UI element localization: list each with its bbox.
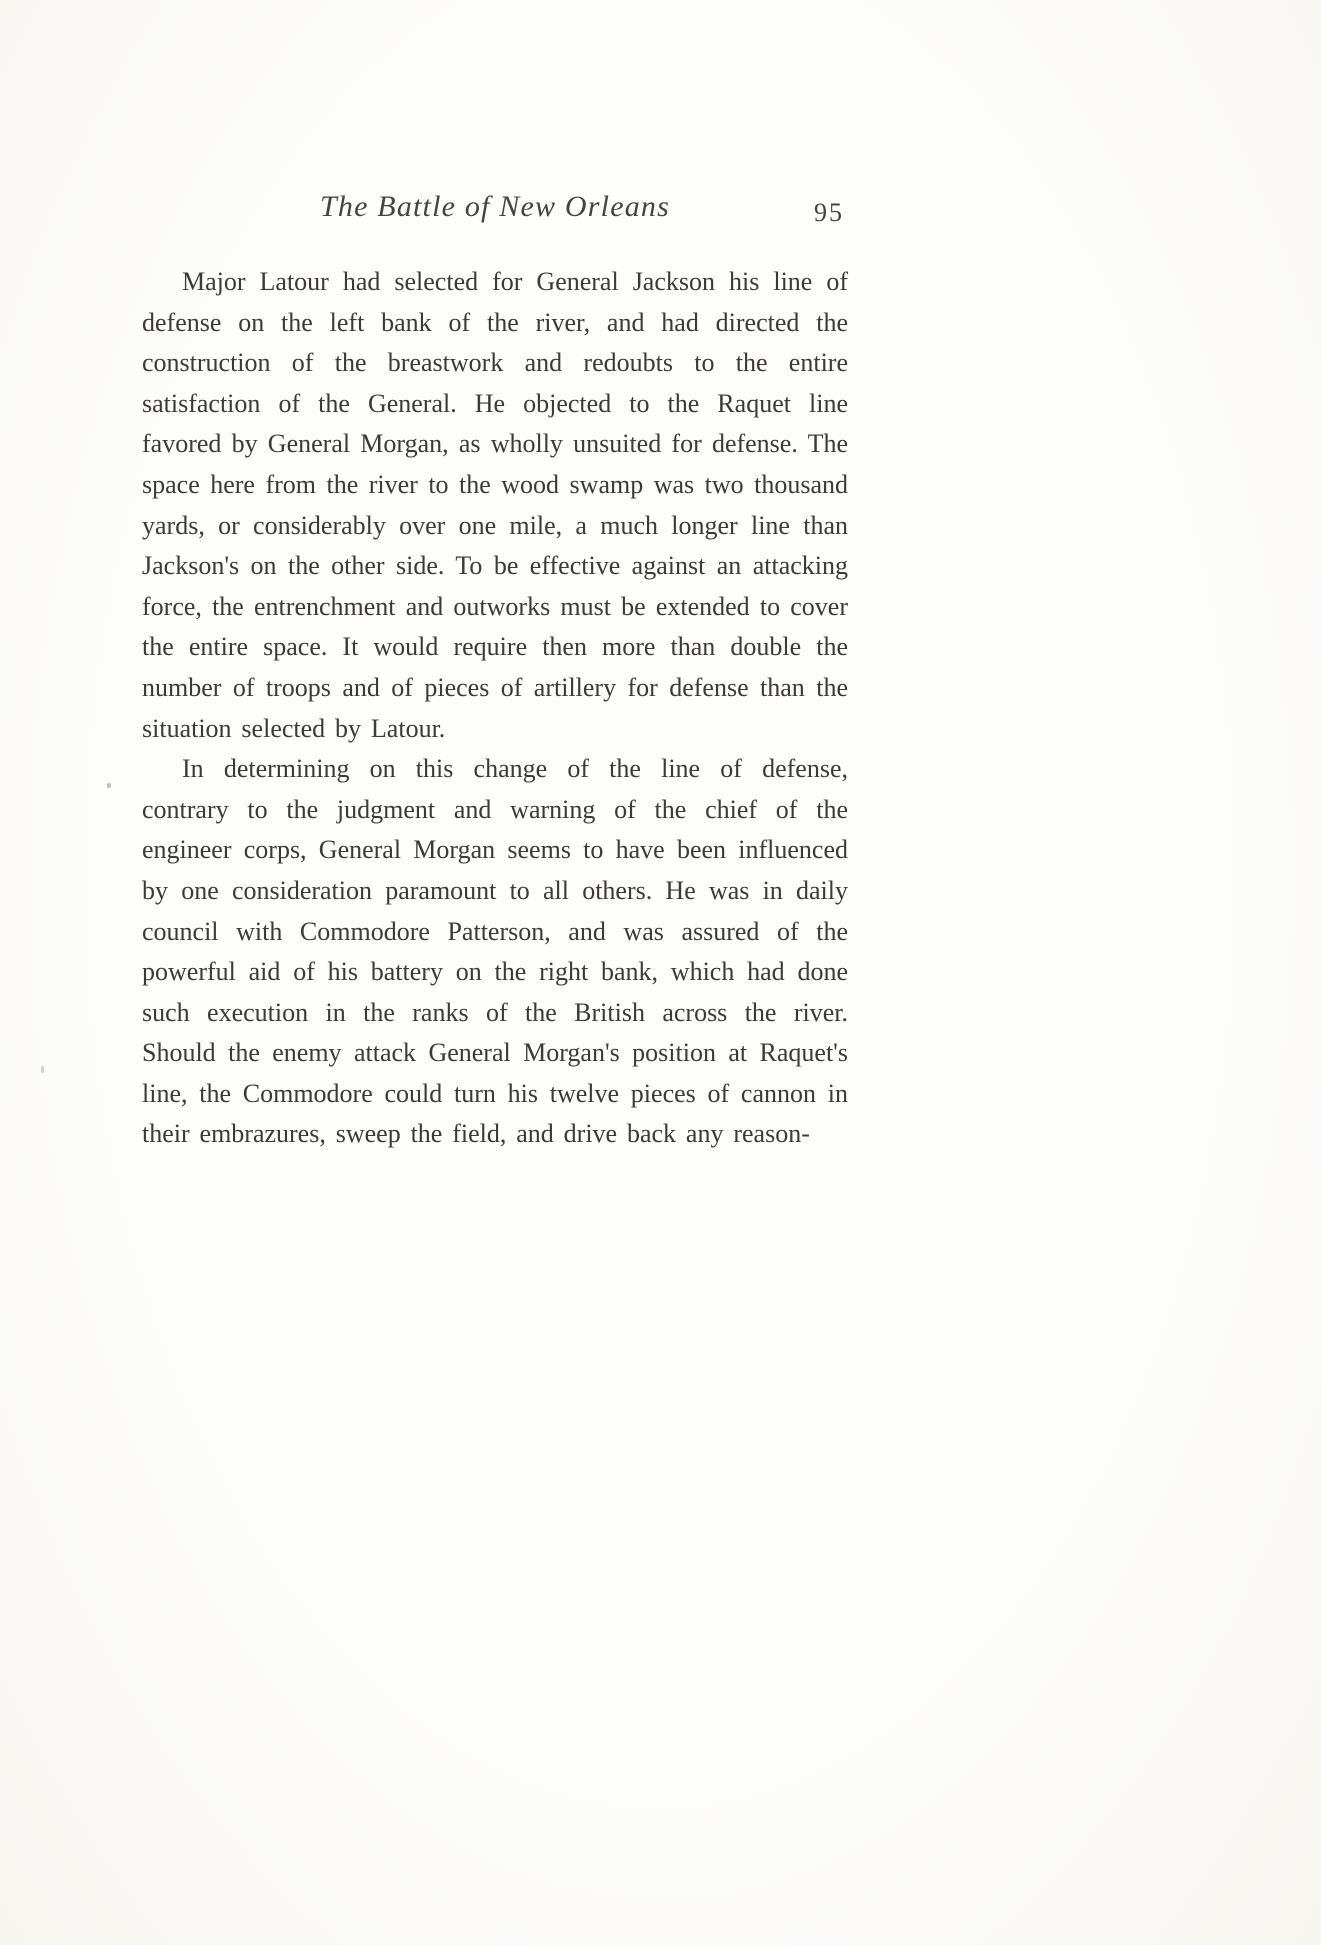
scan-speck <box>41 1066 44 1073</box>
running-title: The Battle of New Orleans <box>320 190 670 223</box>
text-block <box>142 190 848 1155</box>
page-header <box>142 190 848 236</box>
paragraph: In determining on this change of the line of defense, contrary to the judgment and warning of the chief of the engineer corps, General Morgan seems to have been influenced by one consideration paramount to all others. He was in daily council with Commodore Patterson, and was assured of the powerful aid of his battery on the right bank, which had done such execution in the ranks of the British across the river. Should the enemy attack General Morgan's position at Raquet's line, the Commodore could turn his twelve pieces of cannon in their embrazures, sweep the field, and drive back any reason- <box>142 754 848 1149</box>
paragraph: Major Latour had selected for General Jackson his line of defense on the left bank of the river, and had directed the construction of the breastwork and redoubts to the entire satisfaction of the General. He objected to the Raquet line favored by General Morgan, as wholly unsuited for defense. The space here from the river to the wood swamp was two thousand yards, or considerably over one mile, a much longer line than Jackson's on the other side. To be effective against an attacking force, the entrenchment and outworks must be extended to cover the entire space. It would require then more than double the number of troops and of pieces of artillery for defense than the situation selected by Latour. <box>142 267 848 743</box>
page-number: 95 <box>814 198 844 227</box>
scan-speck <box>107 783 111 788</box>
